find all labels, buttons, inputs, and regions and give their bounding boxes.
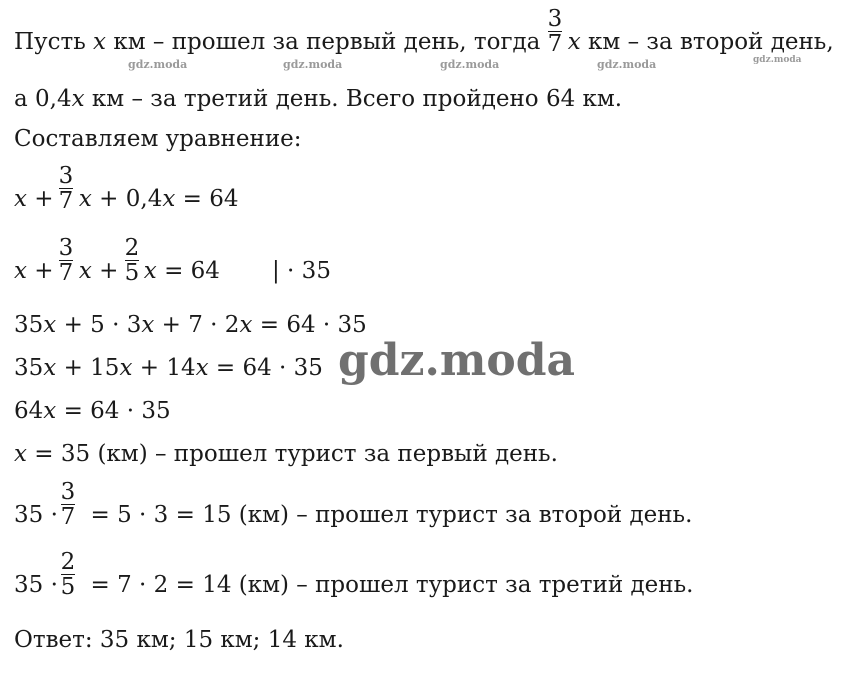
watermark: gdz.moda (440, 58, 500, 71)
text: а 0,4 (14, 86, 72, 112)
text: Пусть (14, 29, 94, 55)
watermark: gdz.moda (597, 58, 657, 71)
fraction-3-7: 3 7 (58, 235, 74, 286)
equation-6: x = 35 (км) – прошел турист за первый день. (14, 441, 558, 467)
answer-line: Ответ: 35 км; 15 км; 14 км. (14, 627, 344, 653)
text-line-3: Составляем уравнение: (14, 126, 302, 152)
equation-5: 64x = 64 · 35 (14, 398, 171, 424)
fraction-2-5: 2 5 (124, 235, 140, 286)
watermark: gdz.moda (128, 58, 188, 71)
equation-8: 35 · = 7 · 2 = 14 (км) – прошел турист за третий день. (14, 572, 694, 598)
equation-4: 35x + 15x + 14x = 64 · 35 (14, 355, 323, 381)
watermark: gdz.moda (283, 58, 343, 71)
fraction-3-7: 3 7 (58, 163, 74, 214)
fraction-3-7: 3 7 (547, 6, 563, 57)
watermark-logo: gdz.moda (338, 335, 576, 386)
text-line-1 (14, 29, 834, 55)
variable-x: x (71, 86, 85, 112)
text: км – за второй день, (580, 29, 834, 55)
equation-1: x + x + 0,4x = 64 (14, 186, 239, 212)
equation-7: 35 · = 5 · 3 = 15 (км) – прошел турист за второй день. (14, 502, 693, 528)
equation-2: x + x + x = 64 (14, 258, 220, 284)
text: км – за третий день. Всего пройдено 64 км. (84, 86, 623, 112)
text: км – прошел за первый день, тогда (106, 29, 548, 55)
fraction-2-5: 2 5 (60, 549, 76, 600)
variable-x: x (93, 29, 107, 55)
variable-x: x (567, 29, 581, 55)
text-line-2 (14, 86, 622, 112)
fraction-3-7: 3 7 (60, 479, 76, 530)
watermark: gdz.moda (753, 55, 802, 65)
multiplier-note: | · 35 (272, 258, 331, 284)
equation-3: 35x + 5 · 3x + 7 · 2x = 64 · 35 (14, 312, 367, 338)
